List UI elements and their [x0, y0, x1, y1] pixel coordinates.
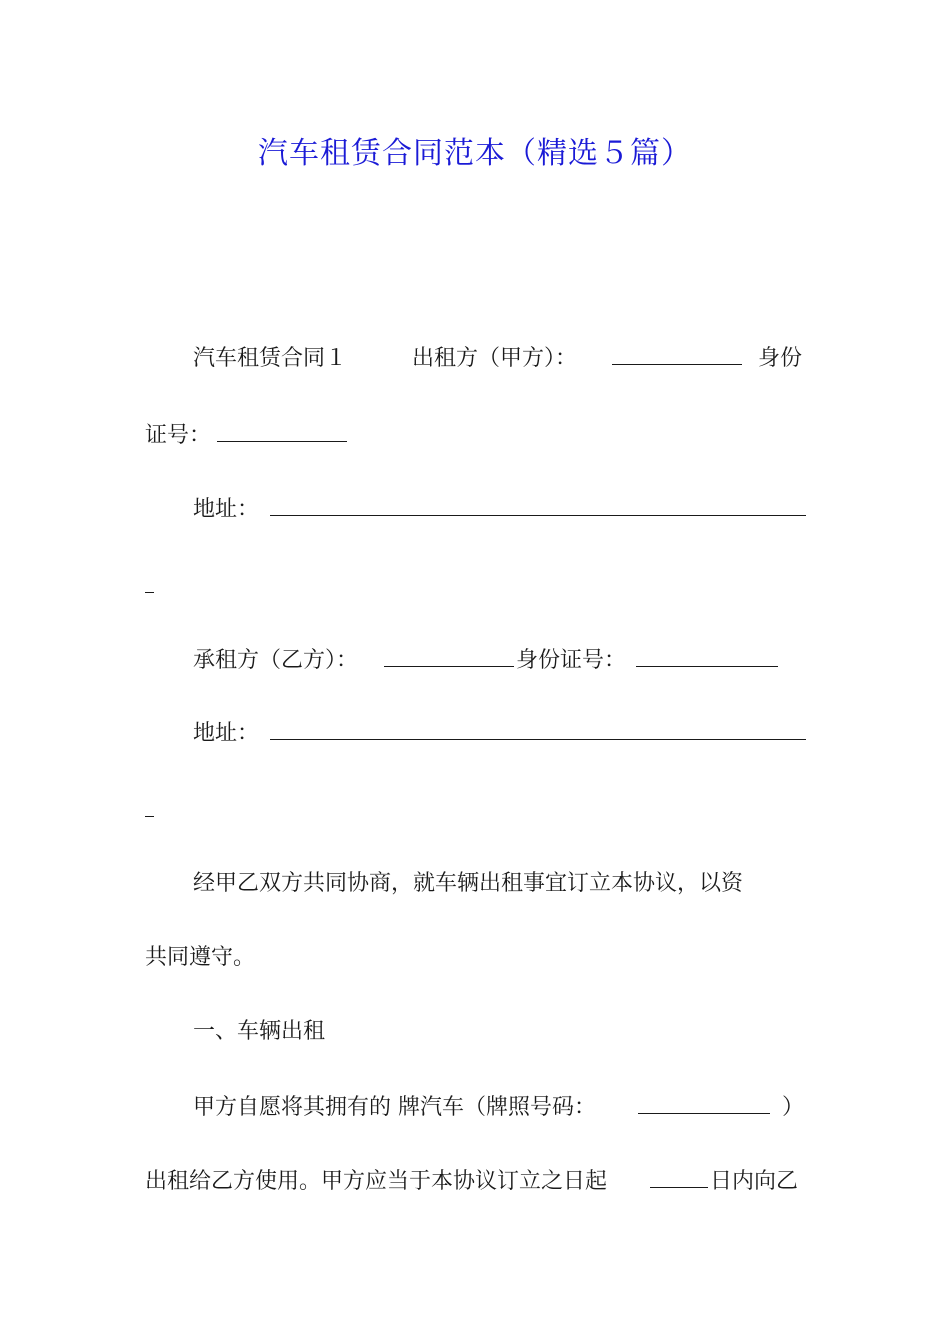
clause-vehicle-text: 甲方自愿将其拥有的 牌汽车（牌照号码： [193, 1095, 596, 1120]
id-label-part2: 证号： [145, 423, 212, 448]
clause-delivery-text: 出租给乙方使用。甲方应当于本协议订立之日起 [145, 1169, 608, 1194]
id-label-part1: 身份 [758, 346, 803, 371]
lessee-address-label: 地址： [193, 721, 260, 746]
lessor-address-blank [270, 495, 806, 525]
lessee-address-blank-wrap [145, 796, 154, 826]
lessee-label: 承租方（乙方）： [193, 648, 359, 673]
lessee-address-blank [270, 719, 806, 749]
lessor-address-label: 地址： [193, 497, 260, 522]
lessee-id-blank [636, 646, 778, 676]
clause-delivery-text-end: 日内向乙 [710, 1169, 799, 1194]
delivery-days-blank [650, 1167, 708, 1197]
lessor-name-blank [612, 344, 742, 374]
agreement-intro-line1: 经甲乙双方共同协商，就车辆出租事宜订立本协议，以资 [193, 871, 744, 896]
lessee-id-label: 身份证号： [516, 648, 627, 673]
lessor-id-blank [217, 421, 347, 451]
section-heading-rental: 一、车辆出租 [193, 1019, 326, 1044]
contract-heading: 汽车租赁合同１ [193, 346, 348, 371]
plate-number-blank [638, 1093, 770, 1123]
lessor-label: 出租方（甲方）： [412, 346, 578, 371]
document-title: 汽车租赁合同范本（精选５篇） [258, 136, 692, 171]
lessee-name-blank [384, 646, 514, 676]
plate-close-paren: ） [782, 1095, 805, 1120]
agreement-intro-line2: 共同遵守。 [145, 945, 256, 970]
lessor-address-blank-wrap [145, 572, 154, 602]
